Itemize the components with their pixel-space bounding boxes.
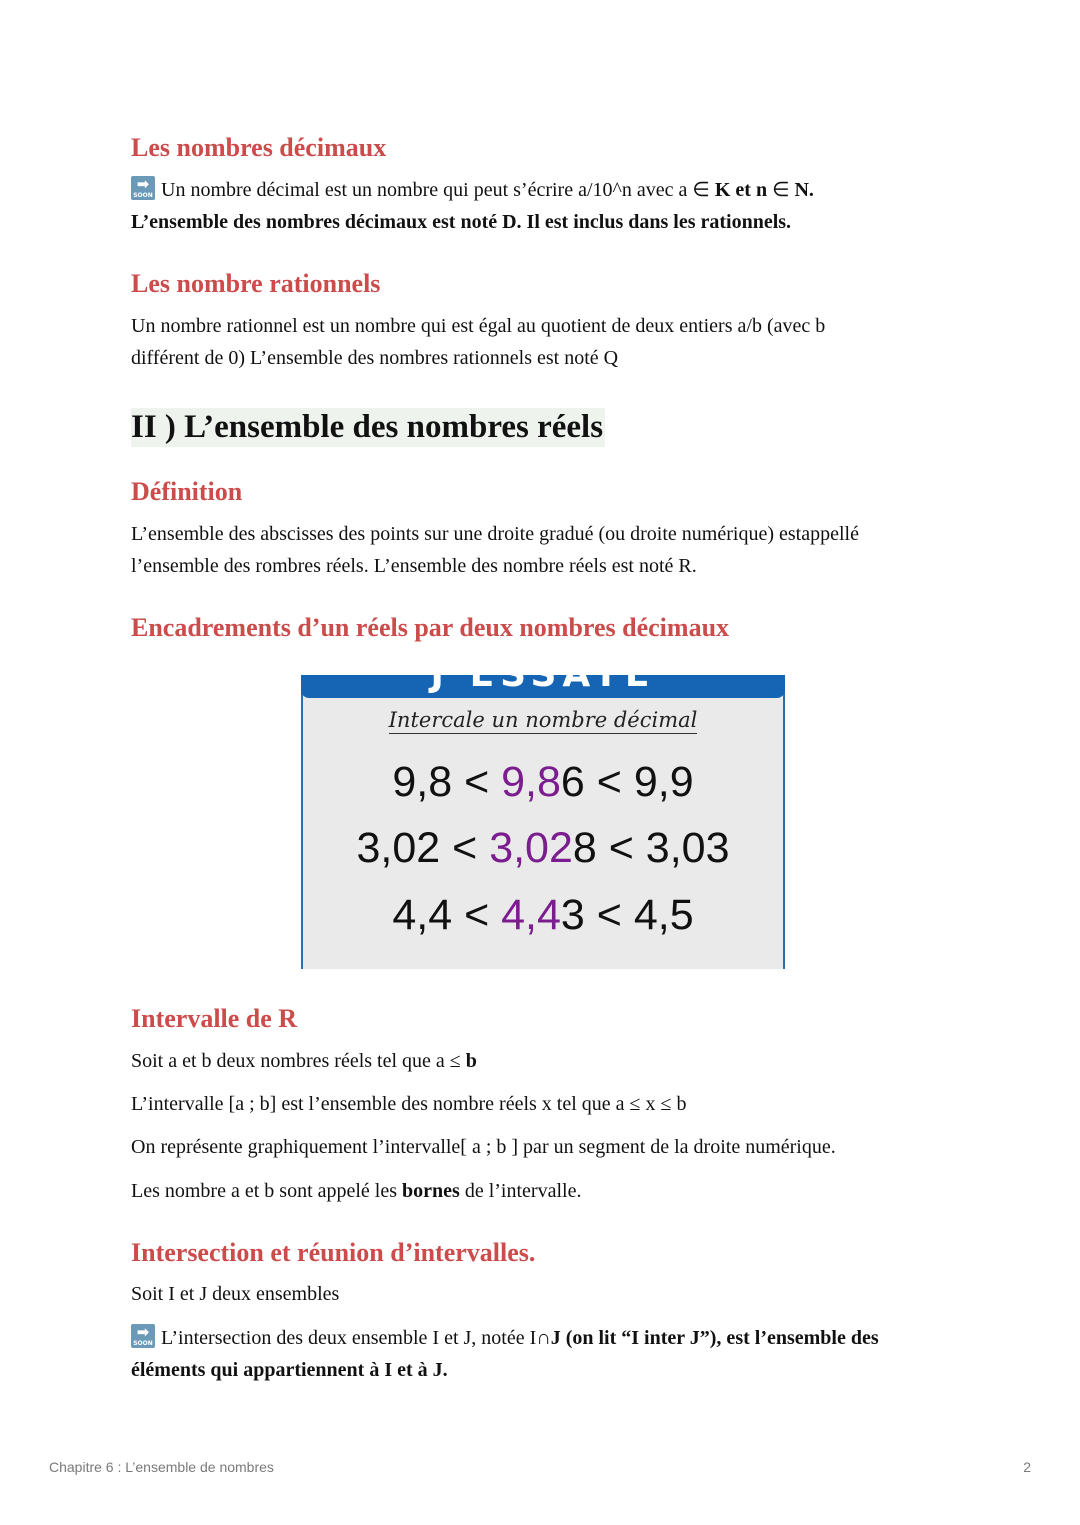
inequality-row: 4,4 < 4,43 < 4,5 (392, 891, 694, 939)
heading-rationnels: Les nombre rationnels (131, 269, 381, 298)
paragraph-intersection-1: Soit I et J deux ensembles (131, 1283, 340, 1305)
paragraph-decimaux-2: L’ensemble des nombres décimaux est noté D. Il est inclus dans les rationnels. (131, 211, 792, 233)
paragraph-intervalle-3: On représente graphiquement l’intervalle[ a ; b ] par un segment de la droite numérique. (131, 1136, 836, 1158)
paragraph-definition-2: l’ensemble des rombres réels. L’ensemble des nombre réels est noté R. (131, 555, 697, 577)
inequality-row: 3,02 < 3,028 < 3,03 (356, 824, 730, 872)
paragraph-decimaux-1: ➡ SOON Un nombre décimal est un nombre qui peut s’écrire a/10^n avec a ∈ K et n ∈ N. (131, 174, 814, 206)
footer-chapter: Chapitre 6 : L’ensemble de nombres (49, 1459, 274, 1475)
heading-intervalle: Intervalle de R (131, 1004, 298, 1033)
exercise-banner (301, 654, 785, 698)
heading-definition: Définition (131, 477, 243, 506)
inequality-row: 9,8 < 9,86 < 9,9 (392, 758, 694, 806)
paragraph-intersection-3: éléments qui appartiennent à I et à J. (131, 1359, 448, 1381)
paragraph-definition-1: L’ensemble des abscisses des points sur une droite gradué (ou droite numérique) estappellé (131, 523, 859, 545)
paragraph-rationnels-2: différent de 0) L’ensemble des nombres rationnels est noté Q (131, 347, 619, 369)
page-number: 2 (1023, 1459, 1031, 1475)
paragraph-intervalle-4: Les nombre a et b sont appelé les bornes de l’intervalle. (131, 1180, 582, 1202)
heading-intersection: Intersection et réunion d’intervalles. (131, 1238, 536, 1267)
banner-title: J’ESSAYE (430, 654, 656, 695)
soon-arrow-icon: ➡ SOON (131, 176, 155, 200)
heading-encadrements: Encadrements d’un réels par deux nombres décimaux (131, 613, 730, 642)
paragraph-intervalle-1: Soit a et b deux nombres réels tel que a ≤ b (131, 1050, 477, 1072)
section-title-reels: II ) L’ensemble des nombres réels (131, 409, 604, 445)
soon-arrow-icon: ➡ SOON (131, 1324, 155, 1348)
paragraph-intersection-2: ➡ SOON L’intersection des deux ensemble I et J, notée I∩J (on lit “I inter J”), est l’ensemble des (131, 1322, 879, 1354)
heading-decimaux: Les nombres décimaux (131, 133, 387, 162)
paragraph-rationnels-1: Un nombre rationnel est un nombre qui est égal au quotient de deux entiers a/b (avec b (131, 315, 826, 337)
exercise-subtitle: Intercale un nombre décimal (388, 708, 698, 732)
exercise-image (301, 654, 785, 969)
paragraph-intervalle-2: L’intervalle [a ; b] est l’ensemble des nombre réels x tel que a ≤ x ≤ b (131, 1093, 687, 1115)
